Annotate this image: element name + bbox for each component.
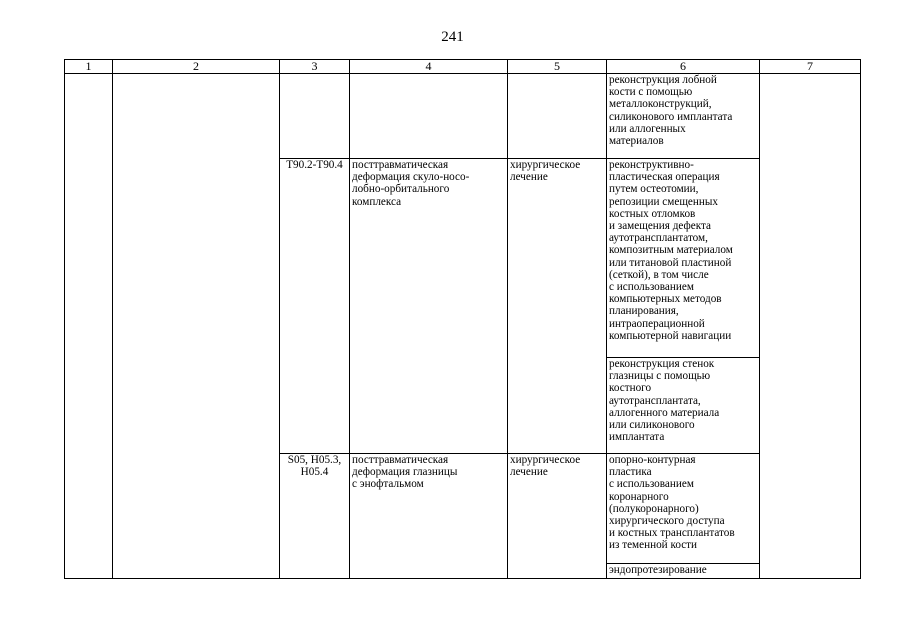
code-cell: T90.2-T90.4: [280, 159, 350, 454]
page-number: 241: [441, 29, 464, 45]
code-cell-empty: [280, 74, 350, 159]
col-header-1: 1: [65, 60, 113, 74]
col-header-2: 2: [113, 60, 280, 74]
col1-cell: [65, 74, 113, 579]
method-cell: реконструкция стенок глазницы с помощью костного аутотрансплантата, аллогенного материала или силиконового имплантата: [607, 358, 760, 454]
treatment-cell: хирургическое лечение: [508, 159, 607, 454]
method-cell: эндопротезирование: [607, 564, 760, 579]
col-header-3: 3: [280, 60, 350, 74]
treatment-cell-empty: [508, 74, 607, 159]
diagnosis-cell-empty: [350, 74, 508, 159]
method-cell-continued: реконструкция лобной кости с помощью металлоконструкций, силиконового имплантата или аллогенных материалов: [607, 74, 760, 159]
treatment-cell: хирургическое лечение: [508, 454, 607, 579]
col-header-7: 7: [760, 60, 861, 74]
code-cell: S05, H05.3, H05.4: [280, 454, 350, 579]
col-header-4: 4: [350, 60, 508, 74]
method-cell: реконструктивно- пластическая операция путем остеотомии, репозиции смещенных костных отломков и замещения дефекта аутотрансплантатом, композитным материалом или титановой пластиной (сеткой), в том числе с использованием компьютерных методов планирования, интраоперационной компьютерной навигации: [607, 159, 760, 358]
column-number-row: [65, 60, 861, 74]
col-header-6: 6: [607, 60, 760, 74]
method-cell: опорно-контурная пластика с использованием коронарного (полукоронарного) хирургического доступа и костных трансплантатов из теменной кости: [607, 454, 760, 564]
document-table: [64, 59, 861, 579]
diagnosis-cell: посттравматическая деформация глазницы с энофтальмом: [350, 454, 508, 579]
diagnosis-cell: посттравматическая деформация скуло-носо- лобно-орбитального комплекса: [350, 159, 508, 454]
table-row-continued: [65, 74, 861, 159]
col-header-5: 5: [508, 60, 607, 74]
col7-cell: [760, 74, 861, 579]
col2-cell: [113, 74, 280, 579]
